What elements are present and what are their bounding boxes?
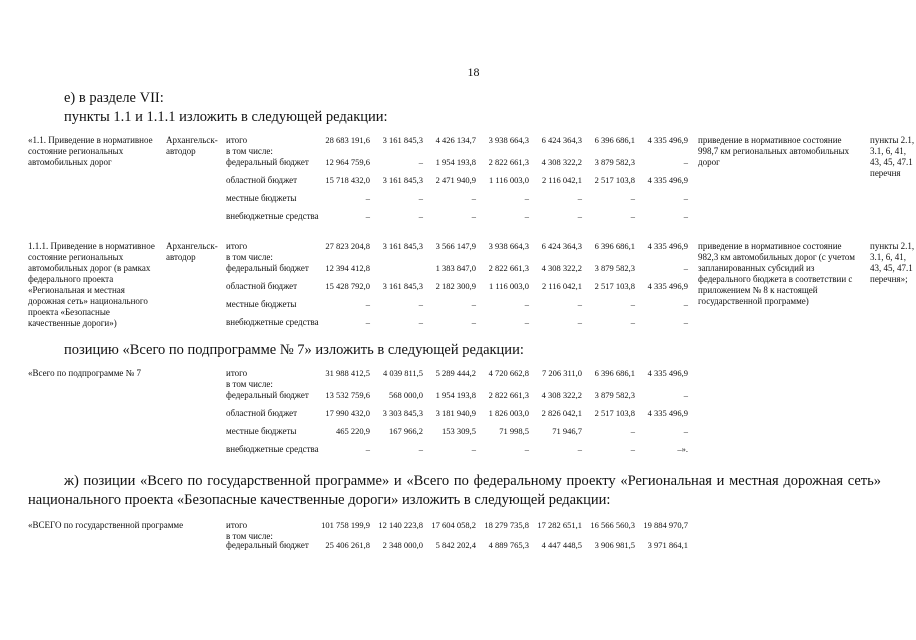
source-label: федеральный бюджет <box>226 157 309 167</box>
row-responsible: Архангельск-автодор <box>166 241 218 262</box>
source-row <box>226 175 692 193</box>
value-cell: – <box>683 157 688 167</box>
value-cell: – <box>418 317 423 327</box>
value-cell: 1 116 003,0 <box>488 175 529 185</box>
value-cell: 12 140 223,8 <box>378 520 423 530</box>
value-cell: – <box>683 193 688 203</box>
value-cell: 3 938 664,3 <box>488 135 529 145</box>
value-cell: 101 758 199,9 <box>321 520 370 530</box>
value-cell: 17 990 432,0 <box>325 408 370 418</box>
value-cell: – <box>418 299 423 309</box>
value-cell: – <box>365 193 370 203</box>
value-cell: 1 826 003,0 <box>488 408 529 418</box>
value-cell: 3 879 582,3 <box>594 157 635 167</box>
source-row <box>226 390 692 408</box>
row-result: приведение в нормативное состояние 982,3 км автомобильных дорог (с учетом запланированных субсидий из федерального бюджета в соответствии с приложением № 8 к настоящей государственной программе) <box>698 241 855 306</box>
value-cell: 16 566 560,3 <box>590 520 635 530</box>
value-cell: 465 220,9 <box>336 426 370 436</box>
value-cell: 6 396 686,1 <box>594 135 635 145</box>
source-label: итого <box>226 368 248 378</box>
row-name: «Всего по подпрограмме № 7 <box>28 368 141 378</box>
value-cell: 2 822 661,3 <box>488 390 529 400</box>
value-cell: – <box>630 426 635 436</box>
source-label: областной бюджет <box>226 281 298 291</box>
source-row <box>226 263 692 281</box>
source-row <box>226 317 692 335</box>
value-cell: 4 335 496,9 <box>647 175 688 185</box>
value-cell: 2 826 042,1 <box>541 408 582 418</box>
source-label: федеральный бюджет <box>226 390 309 400</box>
source-label: местные бюджеты <box>226 426 297 436</box>
value-cell: – <box>577 444 582 454</box>
source-row <box>226 520 692 540</box>
section-e-line1: е) в разделе VII: <box>64 90 164 106</box>
value-cell: – <box>630 444 635 454</box>
value-cell: 13 532 759,6 <box>325 390 370 400</box>
value-cell: 6 396 686,1 <box>594 368 635 378</box>
subtotal-row <box>28 368 881 462</box>
value-cell: – <box>471 299 476 309</box>
source-row <box>226 444 692 462</box>
value-cell: 153 309,5 <box>442 426 476 436</box>
value-cell: 18 279 735,8 <box>484 520 529 530</box>
value-cell: 2 116 042,1 <box>541 281 582 291</box>
value-cell: 15 428 792,0 <box>325 281 370 291</box>
value-cell: 4 889 765,3 <box>488 540 529 550</box>
value-cell: – <box>471 211 476 221</box>
row-points: пункты 2.1, 3.1, 6, 41, 43, 45, 47.1 перечня <box>870 135 915 178</box>
value-cell: 3 161 845,3 <box>382 175 423 185</box>
source-label: итого <box>226 241 248 251</box>
section-e-line2: пункты 1.1 и 1.1.1 изложить в следующей редакции: <box>64 109 388 125</box>
value-cell: – <box>683 317 688 327</box>
value-cell: – <box>471 444 476 454</box>
row-name: «ВСЕГО по государственной программе <box>28 520 184 530</box>
value-cell: 5 289 444,2 <box>435 368 476 378</box>
source-row <box>226 299 692 317</box>
value-cell: 568 000,0 <box>389 390 423 400</box>
value-cell: 17 282 651,1 <box>537 520 582 530</box>
value-cell: 3 303 845,3 <box>382 408 423 418</box>
value-cell: 27 823 204,8 <box>325 241 370 251</box>
value-cell: 2 348 000,0 <box>382 540 423 550</box>
value-cell: – <box>365 317 370 327</box>
value-cell: 2 517 103,8 <box>594 281 635 291</box>
row-sources <box>226 241 692 335</box>
value-cell: – <box>418 444 423 454</box>
value-cell: 4 039 811,5 <box>382 368 423 378</box>
value-cell: – <box>471 317 476 327</box>
value-cell: 2 182 300,9 <box>435 281 476 291</box>
value-cell: –». <box>677 444 688 454</box>
value-cell: 4 335 496,9 <box>647 408 688 418</box>
value-cell: – <box>365 299 370 309</box>
source-label: местные бюджеты <box>226 299 297 309</box>
value-cell: – <box>365 444 370 454</box>
value-cell: 4 426 134,7 <box>435 135 476 145</box>
source-label: областной бюджет <box>226 408 298 418</box>
row-sources <box>226 368 692 462</box>
source-sublabel: в том числе: <box>226 146 273 156</box>
value-cell: 3 938 664,3 <box>488 241 529 251</box>
value-cell: 3 161 845,3 <box>382 135 423 145</box>
source-label: внебюджетные средства <box>226 444 319 454</box>
value-cell: 2 517 103,8 <box>594 175 635 185</box>
value-cell: – <box>630 317 635 327</box>
value-cell: 7 206 311,0 <box>541 368 582 378</box>
value-cell: – <box>418 157 423 167</box>
value-cell: 17 604 058,2 <box>431 520 476 530</box>
source-row <box>226 211 692 229</box>
source-label: внебюджетные средства <box>226 211 319 221</box>
row-name: 1.1.1. Приведение в нормативное состояние региональных автомобильных дорог (в рамках федерального проекта «Региональная и местная дорожная сеть» национального проекта «Безопасные качественные дороги») <box>28 241 155 328</box>
value-cell: 1 954 193,8 <box>435 390 476 400</box>
section-zh <box>28 472 881 510</box>
value-cell: 1 383 847,0 <box>435 263 476 273</box>
source-label: местные бюджеты <box>226 193 297 203</box>
value-cell: 2 517 103,8 <box>594 408 635 418</box>
source-label: итого <box>226 520 248 530</box>
source-row <box>226 135 692 157</box>
value-cell: 15 718 432,0 <box>325 175 370 185</box>
value-cell: 2 471 940,9 <box>435 175 476 185</box>
source-row <box>226 408 692 426</box>
value-cell: 4 335 496,9 <box>647 135 688 145</box>
value-cell: 3 906 981,5 <box>594 540 635 550</box>
value-cell: 3 161 845,3 <box>382 281 423 291</box>
value-cell: 3 971 864,1 <box>647 540 688 550</box>
value-cell: 1 116 003,0 <box>488 281 529 291</box>
value-cell: 12 394 412,8 <box>325 263 370 273</box>
page-number: 18 <box>467 65 480 79</box>
value-cell: – <box>418 211 423 221</box>
value-cell: – <box>418 193 423 203</box>
row-name: «1.1. Приведение в нормативное состояние региональных автомобильных дорог <box>28 135 153 167</box>
source-row <box>226 426 692 444</box>
grand-total-row <box>28 520 881 558</box>
value-cell: 3 879 582,3 <box>594 263 635 273</box>
row-result: приведение в нормативное состояние 998,7 км региональных автомобильных дорог <box>698 135 850 167</box>
source-row <box>226 540 692 558</box>
source-row <box>226 281 692 299</box>
value-cell: – <box>524 193 529 203</box>
value-cell: 3 181 940,9 <box>435 408 476 418</box>
row-sources <box>226 520 692 558</box>
value-cell: 28 683 191,6 <box>325 135 370 145</box>
value-cell: 12 964 759,6 <box>325 157 370 167</box>
source-sublabel: в том числе: <box>226 379 273 389</box>
value-cell: 31 988 412,5 <box>325 368 370 378</box>
source-row <box>226 157 692 175</box>
value-cell: – <box>577 211 582 221</box>
value-cell: 19 884 970,7 <box>643 520 688 530</box>
source-row <box>226 241 692 263</box>
source-sublabel: в том числе: <box>226 531 273 541</box>
value-cell: – <box>683 211 688 221</box>
value-cell: 1 954 193,8 <box>435 157 476 167</box>
value-cell: 71 998,5 <box>499 426 529 436</box>
value-cell: 4 335 496,9 <box>647 281 688 291</box>
value-cell: – <box>683 299 688 309</box>
value-cell: – <box>683 390 688 400</box>
table-row <box>28 135 915 229</box>
value-cell: – <box>577 193 582 203</box>
value-cell: 71 946,7 <box>552 426 582 436</box>
row-points: пункты 2.1, 3.1, 6, 41, 43, 45, 47.1 перечня»; <box>870 241 915 284</box>
value-cell: 4 720 662,8 <box>488 368 529 378</box>
value-cell: – <box>577 299 582 309</box>
value-cell: 3 879 582,3 <box>594 390 635 400</box>
value-cell: 4 308 322,2 <box>541 157 582 167</box>
value-cell: 4 308 322,2 <box>541 263 582 273</box>
value-cell: – <box>524 299 529 309</box>
value-cell: – <box>524 317 529 327</box>
source-sublabel: в том числе: <box>226 252 273 262</box>
value-cell: 3 161 845,3 <box>382 241 423 251</box>
source-row <box>226 193 692 211</box>
value-cell: 6 424 364,3 <box>541 135 582 145</box>
value-cell: – <box>683 263 688 273</box>
value-cell: – <box>630 299 635 309</box>
value-cell: 3 566 147,9 <box>435 241 476 251</box>
value-cell: 4 308 322,2 <box>541 390 582 400</box>
row-sources <box>226 135 692 229</box>
value-cell: 2 822 661,3 <box>488 263 529 273</box>
value-cell: 2 822 661,3 <box>488 157 529 167</box>
value-cell: 25 406 261,8 <box>325 540 370 550</box>
value-cell: – <box>577 317 582 327</box>
value-cell: – <box>630 211 635 221</box>
source-label: федеральный бюджет <box>226 263 309 273</box>
source-label: внебюджетные средства <box>226 317 319 327</box>
value-cell: 2 116 042,1 <box>541 175 582 185</box>
source-label: областной бюджет <box>226 175 298 185</box>
value-cell: 4 335 496,9 <box>647 241 688 251</box>
value-cell: 6 424 364,3 <box>541 241 582 251</box>
value-cell: – <box>630 193 635 203</box>
source-row <box>226 368 692 390</box>
row-responsible: Архангельск-автодор <box>166 135 218 156</box>
table-row <box>28 241 915 335</box>
section-zh-text: ж) позиции «Всего по государственной программе» и «Всего по федеральному проекту «Региональная и местная дорожная сеть» национального проекта «Безопасные качественные дороги» изложить в следующей редакции: <box>28 473 881 508</box>
value-cell: 5 842 202,4 <box>435 540 476 550</box>
value-cell: 6 396 686,1 <box>594 241 635 251</box>
value-cell: – <box>683 426 688 436</box>
value-cell: 4 335 496,9 <box>647 368 688 378</box>
source-label: федеральный бюджет <box>226 540 309 550</box>
value-cell: 4 447 448,5 <box>541 540 582 550</box>
value-cell: 167 966,2 <box>389 426 423 436</box>
value-cell: – <box>471 193 476 203</box>
value-cell: – <box>524 444 529 454</box>
value-cell: – <box>524 211 529 221</box>
value-cell: – <box>365 211 370 221</box>
position-instruction: позицию «Всего по подпрограмме № 7» изложить в следующей редакции: <box>64 342 524 358</box>
source-label: итого <box>226 135 248 145</box>
